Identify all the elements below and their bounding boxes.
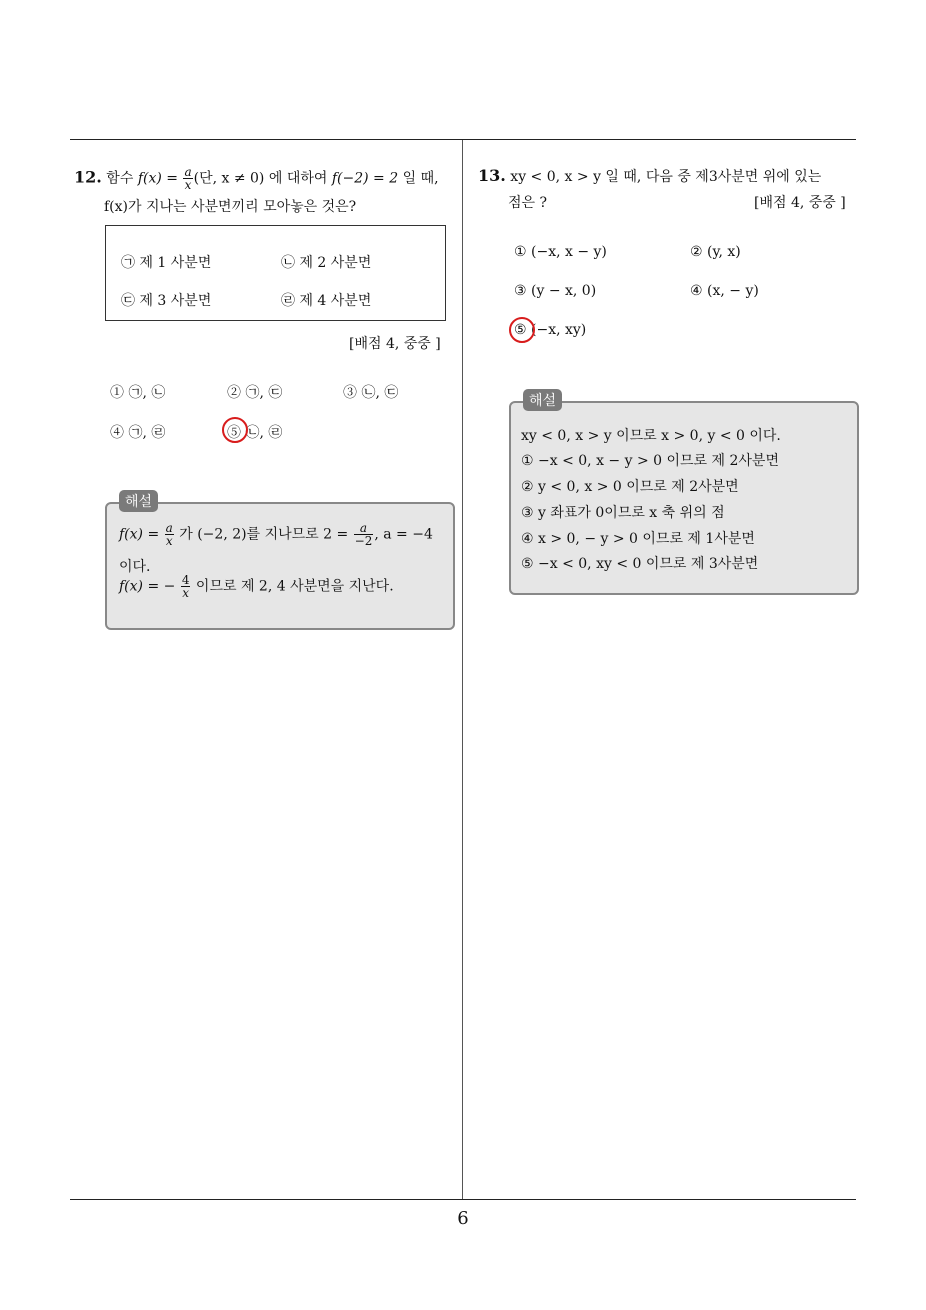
q12-frac-den: x	[184, 178, 192, 192]
q12-sol-fx: f(x) =	[119, 526, 160, 543]
q12-sol-frac3-den: x	[182, 586, 190, 600]
q13-answer-mark	[509, 317, 535, 343]
q12-sol-text3: 이므로 제 2, 4 사분면을 지난다.	[195, 578, 394, 595]
q12-answer-mark	[222, 417, 248, 443]
q12-sol-fx2: f(x) = −	[119, 578, 176, 595]
q13-solution-line4: ③ y 좌표가 0이므로 x 축 위의 점	[521, 505, 725, 521]
q13-stem-line2: 점은 ?	[508, 195, 548, 211]
q12-choice-5[interactable]: ⑤ ㉡, ㉣	[227, 425, 283, 441]
q13-choice-4[interactable]: ④ (x, − y)	[690, 283, 759, 299]
q12-fraction	[183, 166, 192, 191]
q12-box-item-4: ㉣ 제 4 사분면	[281, 293, 372, 309]
q12-sol-frac2	[354, 522, 374, 547]
q12-solution-line2: 이다.	[119, 559, 151, 575]
q12-number: 12.	[74, 167, 102, 187]
q13-solution-line2: ① −x < 0, x − y > 0 이므로 제 2사분면	[521, 453, 779, 469]
column-divider	[462, 140, 463, 1200]
q12-fx: f(x) =	[137, 170, 178, 187]
q13-number: 13.	[478, 166, 506, 185]
q12-solution-tag: 해설	[119, 490, 158, 512]
q12-sol-text2: , a = −4	[374, 526, 433, 543]
q12-sol-frac2-den: −2	[354, 534, 373, 548]
q13-choice-2[interactable]: ② (y, x)	[690, 244, 741, 260]
q12-stem-line1	[74, 166, 439, 191]
top-rule	[70, 139, 856, 140]
q12-choice-1[interactable]: ① ㉠, ㉡	[110, 385, 166, 401]
q12-score: [배점 4, 중중 ]	[349, 336, 441, 352]
q13-stem: xy < 0, x > y 일 때, 다음 중 제3사분면 위에 있는	[510, 169, 822, 185]
q12-sol-text1: 가 (−2, 2)를 지나므로 2 =	[179, 526, 349, 543]
q12-sol-frac1-num: a	[165, 521, 173, 535]
q12-sol-frac3-num: 4	[181, 573, 190, 587]
q13-solution-line3: ② y < 0, x > 0 이므로 제 2사분면	[521, 479, 739, 495]
q12-solution-line1	[119, 522, 433, 547]
q12-choice-4[interactable]: ④ ㉠, ㉣	[110, 425, 166, 441]
q13-choice-5[interactable]: ⑤ (−x, xy)	[514, 322, 587, 338]
q13-score: [배점 4, 중중 ]	[754, 195, 846, 211]
q12-sol-frac1-den: x	[165, 534, 173, 548]
q13-solution-tag: 해설	[523, 389, 562, 411]
q13-solution-line5: ④ x > 0, − y > 0 이므로 제 1사분면	[521, 531, 755, 547]
page-number: 6	[457, 1208, 469, 1229]
q13-choice-1[interactable]: ① (−x, x − y)	[514, 244, 607, 260]
q12-box-item-3: ㉢ 제 3 사분면	[121, 293, 212, 309]
q12-solution-line3	[119, 574, 394, 599]
q12-sol-frac1	[165, 522, 174, 547]
q12-given: f(−2) = 2	[331, 170, 399, 187]
q12-choice-3[interactable]: ③ ㉡, ㉢	[343, 385, 399, 401]
q12-sol-frac3	[181, 574, 191, 599]
q12-condition: (단, x ≠ 0)	[193, 170, 265, 187]
q12-box-item-2: ㉡ 제 2 사분면	[281, 255, 372, 271]
q12-box-item-1: ㉠ 제 1 사분면	[121, 255, 212, 271]
q12-stem-c: 일 때,	[402, 170, 439, 187]
q12-stem-line2: f(x)가 지나는 사분면끼리 모아놓은 것은?	[104, 199, 357, 215]
bottom-rule	[70, 1199, 856, 1200]
q13-solution-line1: xy < 0, x > y 이므로 x > 0, y < 0 이다.	[521, 428, 781, 444]
q13-stem-line1	[478, 166, 821, 186]
q13-choice-3[interactable]: ③ (y − x, 0)	[514, 283, 597, 299]
q12-choice-2[interactable]: ② ㉠, ㉢	[227, 385, 283, 401]
q12-sol-frac2-num: a	[354, 522, 374, 535]
q12-stem-b: 에 대하여	[268, 170, 328, 187]
q12-stem-a: 함수	[106, 170, 134, 187]
q12-frac-num: a	[184, 165, 192, 179]
q13-solution-line6: ⑤ −x < 0, xy < 0 이므로 제 3사분면	[521, 556, 759, 572]
